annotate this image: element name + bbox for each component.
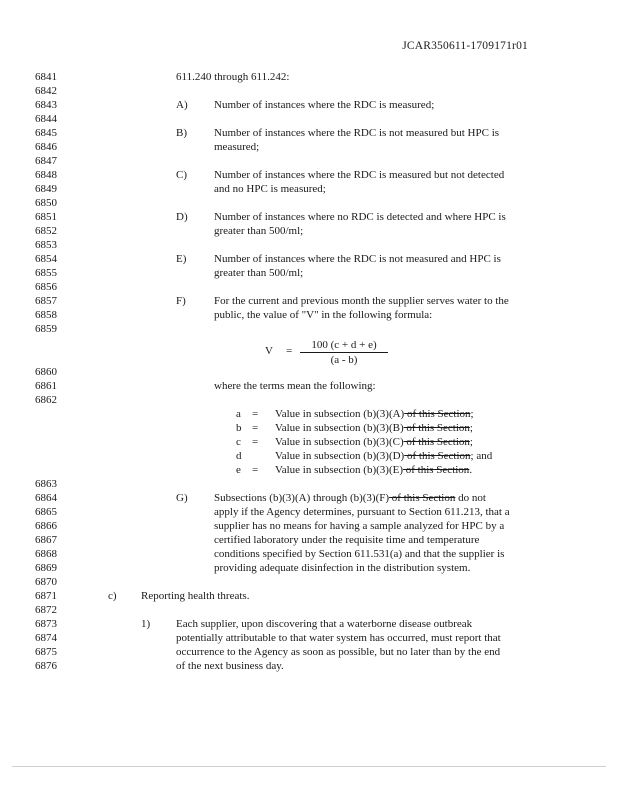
line-number: 6849 [35, 183, 57, 195]
line-number: 6844 [35, 113, 57, 125]
line-number: 6856 [35, 281, 57, 293]
def-var: b [236, 422, 242, 434]
line-number: 6873 [35, 618, 57, 630]
formula-numerator: 100 (c + d + e) [311, 339, 377, 351]
line-number: 6854 [35, 253, 57, 265]
def-eq: = [252, 464, 259, 476]
definition-b: Value in subsection (b)(3)(B) of this Section; [275, 422, 473, 434]
item-f-label: F) [176, 295, 186, 307]
line-number: 6866 [35, 520, 57, 532]
where-text: where the terms mean the following: [214, 380, 376, 392]
line-number: 6862 [35, 394, 57, 406]
item-d-text-line-1: Number of instances where no RDC is detected and where HPC is [214, 211, 506, 223]
scan-edge-line [12, 766, 606, 767]
item-g-text-line-1: Subsections (b)(3)(A) through (b)(3)(F) of this Section do not [214, 492, 486, 504]
item-1-label: 1) [141, 618, 151, 630]
line-number: 6876 [35, 660, 57, 672]
line-number: 6841 [35, 71, 57, 83]
line-number: 6859 [35, 323, 57, 335]
intro-text: 611.240 through 611.242: [176, 71, 290, 83]
line-number: 6860 [35, 366, 57, 378]
section-c-title: Reporting health threats. [141, 590, 250, 602]
item-e-label: E) [176, 253, 187, 265]
line-number: 6863 [35, 478, 57, 490]
line-number: 6864 [35, 492, 57, 504]
item-d-label: D) [176, 211, 188, 223]
item-c-text-line-1: Number of instances where the RDC is measured but not detected [214, 169, 505, 181]
item-e-text-line-1: Number of instances where the RDC is not measured and HPC is [214, 253, 501, 265]
line-number: 6868 [35, 548, 57, 560]
line-number: 6861 [35, 380, 57, 392]
line-number: 6871 [35, 590, 57, 602]
line-number: 6853 [35, 239, 57, 251]
item-e-text-line-2: greater than 500/ml; [214, 267, 304, 279]
item-f-text-line-2: public, the value of "V" in the following formula: [214, 309, 433, 321]
line-number: 6857 [35, 295, 57, 307]
line-number: 6845 [35, 127, 57, 139]
line-number: 6865 [35, 506, 57, 518]
line-number: 6867 [35, 534, 57, 546]
definition-a: Value in subsection (b)(3)(A) of this Section; [275, 408, 474, 420]
line-number: 6874 [35, 632, 57, 644]
def-var: c [236, 436, 241, 448]
item-g-text-line-4: certified laboratory under the requisite time and temperature [214, 534, 480, 546]
item-g-label: G) [176, 492, 188, 504]
line-number: 6843 [35, 99, 57, 111]
formula-lhs: V [265, 345, 273, 357]
section-c-label: c) [108, 590, 117, 602]
item-f-text-line-1: For the current and previous month the supplier serves water to the [214, 295, 509, 307]
item-b-text-line-1: Number of instances where the RDC is not measured but HPC is [214, 127, 500, 139]
formula-denominator: (a - b) [330, 354, 358, 366]
document-id: JCAR350611-1709171r01 [402, 40, 528, 52]
line-number: 6850 [35, 197, 57, 209]
line-number: 6842 [35, 85, 57, 97]
line-number: 6875 [35, 646, 57, 658]
line-number: 6855 [35, 267, 57, 279]
line-number: 6870 [35, 576, 57, 588]
item-g-text-line-2: apply if the Agency determines, pursuant to Section 611.213, that a [214, 506, 510, 518]
def-var: d [236, 450, 242, 462]
item-a-label: A) [176, 99, 188, 111]
item-g-text-line-6: providing adequate disinfection in the distribution system. [214, 562, 471, 574]
def-eq: = [252, 436, 259, 448]
def-eq: = [252, 422, 259, 434]
def-var: e [236, 464, 241, 476]
line-number: 6847 [35, 155, 57, 167]
line-number: 6858 [35, 309, 57, 321]
formula-equals: = [286, 345, 293, 357]
item-c-text-line-2: and no HPC is measured; [214, 183, 326, 195]
item-g-text-line-5: conditions specified by Section 611.531(a) and that the supplier is [214, 548, 505, 560]
item-d-text-line-2: greater than 500/ml; [214, 225, 304, 237]
line-number: 6869 [35, 562, 57, 574]
definition-e: Value in subsection (b)(3)(E) of this Section. [275, 464, 473, 476]
item-b-text-line-2: measured; [214, 141, 260, 153]
line-number: 6848 [35, 169, 57, 181]
def-var: a [236, 408, 241, 420]
item-1-text-line-3: occurrence to the Agency as soon as possible, but no later than by the end [176, 646, 501, 658]
item-g-text-line-3: supplier has no means for having a sample analyzed for HPC by a [214, 520, 505, 532]
item-b-label: B) [176, 127, 187, 139]
line-number: 6852 [35, 225, 57, 237]
item-1-text-line-1: Each supplier, upon discovering that a waterborne disease outbreak [176, 618, 473, 630]
definition-c: Value in subsection (b)(3)(C) of this Section; [275, 436, 473, 448]
line-number: 6846 [35, 141, 57, 153]
definition-d: Value in subsection (b)(3)(D) of this Section; and [275, 450, 493, 462]
formula-fraction-bar [300, 352, 388, 353]
def-eq: = [252, 408, 259, 420]
item-c-label: C) [176, 169, 187, 181]
item-a-text: Number of instances where the RDC is measured; [214, 99, 435, 111]
item-1-text-line-4: of the next business day. [176, 660, 284, 672]
item-1-text-line-2: potentially attributable to that water system has occurred, must report that [176, 632, 501, 644]
line-number: 6872 [35, 604, 57, 616]
line-number: 6851 [35, 211, 57, 223]
